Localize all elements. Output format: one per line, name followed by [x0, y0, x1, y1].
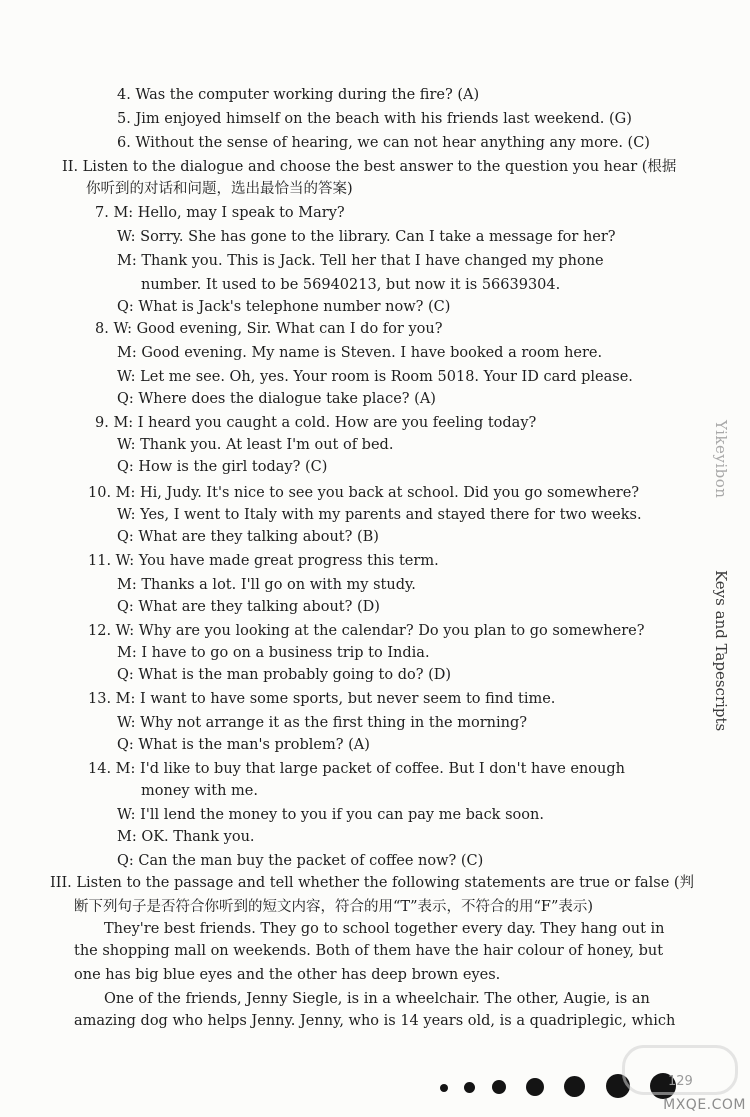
dialogue-7-m2: M: Thank you. This is Jack. Tell her that I have changed my phone	[117, 253, 604, 269]
sidebar-label-light: Yikeyibon	[712, 420, 730, 499]
passage-line-2: the shopping mall on weekends. Both of them have the hair colour of honey, but	[74, 943, 664, 959]
passage-line-3: one has big blue eyes and the other has deep brown eyes.	[74, 967, 501, 983]
dialogue-12-w1: 12. W: Why are you looking at the calendar? Do you plan to go somewhere?	[88, 623, 645, 639]
answer-line-6: 6. Without the sense of hearing, we can not hear anything any more. (C)	[117, 135, 650, 151]
dot-icon	[464, 1082, 475, 1093]
dialogue-13-w1: W: Why not arrange it as the first thing in the morning?	[117, 715, 528, 731]
section-iii-heading-cn: 断下列句子是否符合你听到的短文内容，符合的用“T”表示，不符合的用“F”表示)	[74, 899, 594, 915]
dialogue-7-m1: 7. M: Hello, may I speak to Mary?	[95, 205, 345, 221]
dot-icon	[492, 1080, 506, 1094]
dialogue-14-w1: W: I'll lend the money to you if you can pay me back soon.	[117, 807, 544, 823]
page-number: 129	[668, 1074, 693, 1089]
dialogue-7-m2-cont: number. It used to be 56940213, but now it is 56639304.	[141, 277, 561, 293]
passage-line-5: amazing dog who helps Jenny. Jenny, who is 14 years old, is a quadriplegic, which	[74, 1013, 676, 1029]
dot-icon	[526, 1078, 544, 1096]
dialogue-13-m1: 13. M: I want to have some sports, but never seem to find time.	[88, 691, 556, 707]
dialogue-9-m1: 9. M: I heard you caught a cold. How are you feeling today?	[95, 415, 537, 431]
dot-icon	[440, 1084, 448, 1092]
vertical-section-label	[700, 420, 734, 732]
passage-line-1: They're best friends. They go to school together every day. They hang out in	[104, 921, 665, 937]
answer-line-5: 5. Jim enjoyed himself on the beach with his friends last weekend. (G)	[117, 111, 632, 127]
dialogue-10-q: Q: What are they talking about? (B)	[117, 529, 379, 545]
watermark-badge-icon	[622, 1045, 738, 1095]
dialogue-9-w1: W: Thank you. At least I'm out of bed.	[117, 437, 394, 453]
dot-icon	[564, 1076, 585, 1097]
dialogue-11-m1: M: Thanks a lot. I'll go on with my study.	[117, 577, 416, 593]
section-iii-heading: III. Listen to the passage and tell whether the following statements are true or false (判	[50, 875, 695, 891]
answer-line-4: 4. Was the computer working during the fire? (A)	[117, 87, 480, 103]
passage-line-4: One of the friends, Jenny Siegle, is in a wheelchair. The other, Augie, is an	[104, 991, 650, 1007]
dialogue-7-q: Q: What is Jack's telephone number now? (C)	[117, 299, 451, 315]
dialogue-12-q: Q: What is the man probably going to do? (D)	[117, 667, 452, 683]
section-ii-heading-cn: 你听到的对话和问题，选出最恰当的答案)	[86, 181, 353, 197]
section-ii-heading: II. Listen to the dialogue and choose the best answer to the question you hear (根据	[62, 159, 677, 175]
dialogue-11-w1: 11. W: You have made great progress this term.	[88, 553, 439, 569]
dialogue-7-w1: W: Sorry. She has gone to the library. Can I take a message for her?	[117, 229, 616, 245]
dialogue-14-q: Q: Can the man buy the packet of coffee now? (C)	[117, 853, 484, 869]
dialogue-12-m1: M: I have to go on a business trip to India.	[117, 645, 430, 661]
dialogue-11-q: Q: What are they talking about? (D)	[117, 599, 380, 615]
sidebar-label-dark: Keys and Tapescripts	[712, 570, 730, 732]
dialogue-8-w2: W: Let me see. Oh, yes. Your room is Room 5018. Your ID card please.	[117, 369, 633, 385]
dialogue-10-m1: 10. M: Hi, Judy. It's nice to see you back at school. Did you go somewhere?	[88, 485, 640, 501]
dialogue-10-w1: W: Yes, I went to Italy with my parents and stayed there for two weeks.	[117, 507, 642, 523]
dialogue-14-m1: 14. M: I'd like to buy that large packet of coffee. But I don't have enough	[88, 761, 625, 777]
dialogue-9-q: Q: How is the girl today? (C)	[117, 459, 328, 475]
dialogue-8-m1: M: Good evening. My name is Steven. I have booked a room here.	[117, 345, 603, 361]
dialogue-8-w1: 8. W: Good evening, Sir. What can I do for you?	[95, 321, 443, 337]
dialogue-14-m2: M: OK. Thank you.	[117, 829, 255, 845]
dialogue-14-m1-cont: money with me.	[141, 783, 258, 799]
watermark: MXQE.COM	[663, 1097, 746, 1113]
dialogue-8-q: Q: Where does the dialogue take place? (A)	[117, 391, 436, 407]
dialogue-13-q: Q: What is the man's problem? (A)	[117, 737, 370, 753]
